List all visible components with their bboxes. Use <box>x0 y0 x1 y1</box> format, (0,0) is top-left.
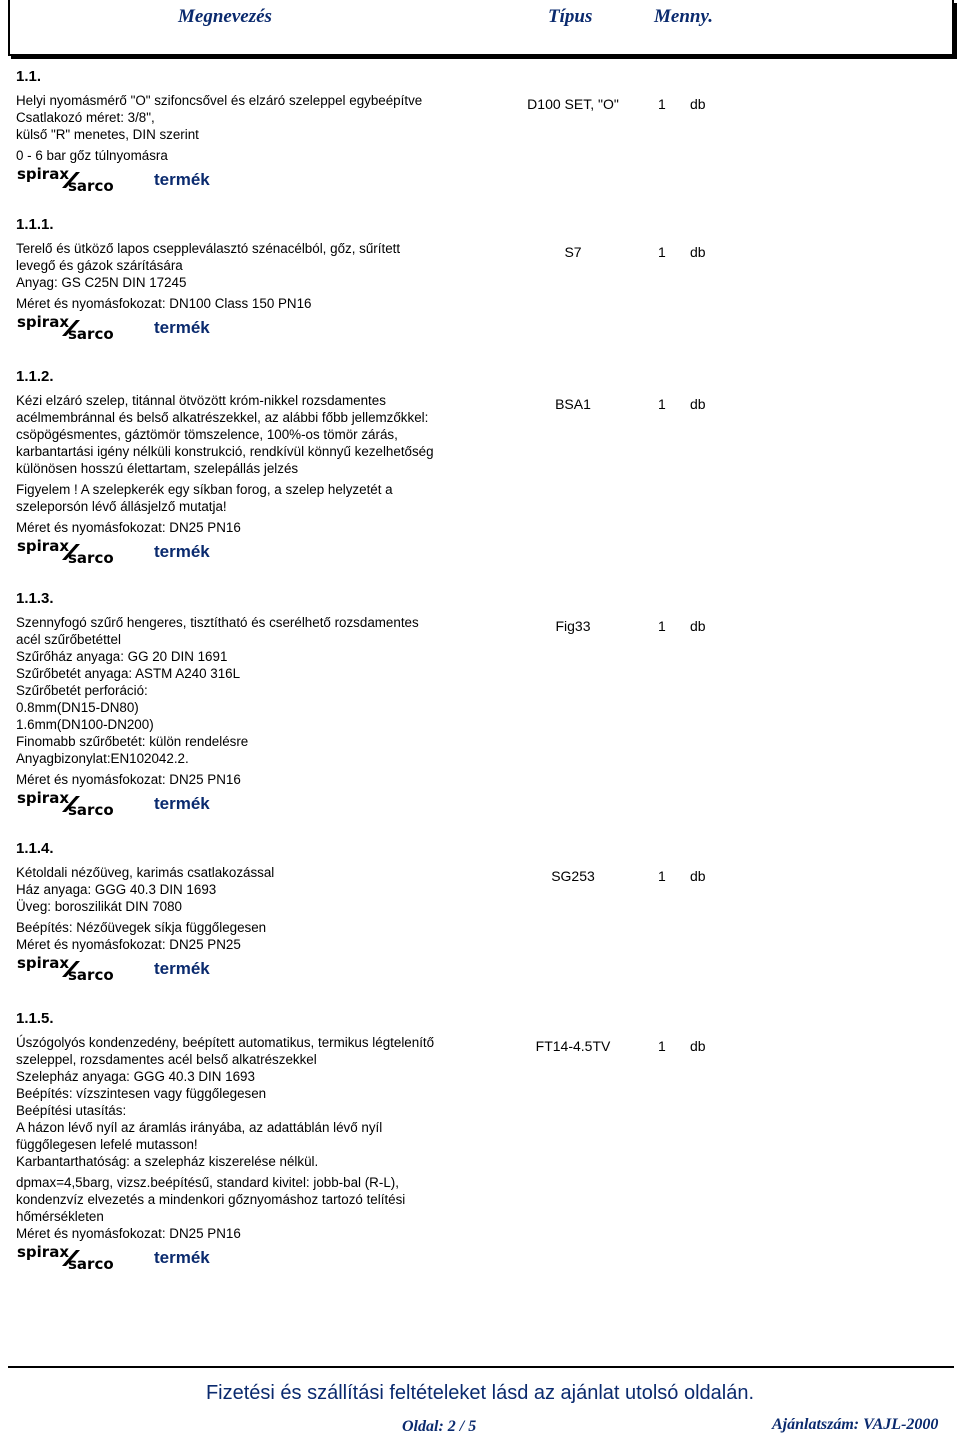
description-line: Szűrőház anyaga: GG 20 DIN 1691 <box>16 649 228 664</box>
description-line: acélmembránnal és belső alkatrészekkel, az alábbi főbb jellemzőkkel: <box>16 410 429 425</box>
description-note-line: Figyelem ! A szelepkerék egy síkban forog, a szelep helyzetét a <box>16 482 393 497</box>
description-line: Finomabb szűrőbetét: külön rendelésre <box>16 734 249 749</box>
description-note-line: Beépítés: Nézőüvegek síkja függőlegesen <box>16 920 267 935</box>
termek-label: termék <box>154 794 210 813</box>
column-header-name: Megnevezés <box>178 6 272 27</box>
brand-row <box>16 538 716 568</box>
svg-text:spirax: spirax <box>17 314 70 331</box>
item-quantity: 1 <box>658 244 666 260</box>
svg-text:spirax: spirax <box>17 166 70 183</box>
footer-divider <box>8 1366 954 1368</box>
termek-label: termék <box>154 170 210 189</box>
item-type: BSA1 <box>555 396 591 412</box>
svg-text:spirax: spirax <box>17 1244 70 1261</box>
description-line: Anyag: GS C25N DIN 17245 <box>16 275 187 290</box>
description-line: Csatlakozó méret: 3/8", <box>16 110 155 125</box>
item-quantity: 1 <box>658 1038 666 1054</box>
item-description <box>16 864 486 953</box>
item-quantity: 1 <box>658 396 666 412</box>
description-line: Beépítés: vízszintesen vagy függőlegesen <box>16 1086 267 1101</box>
svg-text:spirax: spirax <box>17 790 70 807</box>
description-line: Szűrőbetét anyaga: ASTM A240 316L <box>16 666 241 681</box>
item-quantity: 1 <box>658 618 666 634</box>
description-line: 0.8mm(DN15-DN80) <box>16 700 139 715</box>
description-line: A házon lévő nyíl az áramlás irányába, az adattáblán lévő nyíl <box>16 1120 383 1135</box>
spirax-sarco-logo <box>16 166 131 194</box>
item-unit: db <box>690 618 706 634</box>
spirax-sarco-logo <box>16 790 131 818</box>
description-note-line: hőmérsékleten <box>16 1209 104 1224</box>
description-note-line: dpmax=4,5barg, vizsz.beépítésű, standard kivitel: jobb-bal (R-L), <box>16 1175 399 1190</box>
item-number: 1.1.2. <box>16 368 54 385</box>
spirax-sarco-logo <box>16 314 131 342</box>
item-type: FT14-4.5TV <box>535 1038 611 1054</box>
table-header <box>8 0 954 56</box>
page-number: Oldal: 2 / 5 <box>402 1418 477 1435</box>
description-line: 1.6mm(DN100-DN200) <box>16 717 154 732</box>
item-type: SG253 <box>551 868 595 884</box>
description-line: Szelepház anyaga: GGG 40.3 DIN 1693 <box>16 1069 255 1084</box>
description-line: Beépítési utasítás: <box>16 1103 127 1118</box>
description-note-line: kondenzvíz elvezetés a mindenkori gőznyomáshoz tartozó telítési <box>16 1192 406 1207</box>
description-line: szeleppel, rozsdamentes acél belső alkatrészekkel <box>16 1052 317 1067</box>
item-number: 1.1.1. <box>16 216 54 233</box>
spirax-sarco-logo <box>16 538 131 566</box>
brand-row <box>16 314 716 344</box>
description-line: Szennyfogó szűrő hengeres, tisztítható és cserélhető rozsdamentes <box>16 615 419 630</box>
item-section <box>16 66 716 196</box>
description-note-line: Méret és nyomásfokozat: DN100 Class 150 PN16 <box>16 296 312 311</box>
item-unit: db <box>690 1038 706 1054</box>
offer-number: Ajánlatszám: VAJL-2000 <box>772 1416 939 1433</box>
description-line: Ház anyaga: GGG 40.3 DIN 1693 <box>16 882 217 897</box>
description-line: Anyagbizonylat:EN102042.2. <box>16 751 189 766</box>
svg-text:sarco: sarco <box>68 177 114 194</box>
description-line: Karbantarthatóság: a szelepház kiszerelése nélkül. <box>16 1154 319 1169</box>
item-unit: db <box>690 244 706 260</box>
brand-row <box>16 1244 716 1274</box>
svg-text:sarco: sarco <box>68 966 114 983</box>
description-line: Kétoldali nézőüveg, karimás csatlakozással <box>16 865 275 880</box>
termek-label: termék <box>154 542 210 561</box>
item-type: D100 SET, "O" <box>527 96 619 112</box>
description-note-line: Méret és nyomásfokozat: DN25 PN16 <box>16 1226 241 1241</box>
termek-label: termék <box>154 1248 210 1267</box>
description-line: levegő és gázok szárítására <box>16 258 183 273</box>
description-note-line: szeleporsón lévő állásjelző mutatja! <box>16 499 227 514</box>
description-line: különösen hosszú élettartam, szelepállás jelzés <box>16 461 299 476</box>
item-description <box>16 392 486 536</box>
item-type: Fig33 <box>555 618 591 634</box>
item-number: 1.1. <box>16 68 42 85</box>
item-description <box>16 92 486 164</box>
item-description <box>16 1034 486 1242</box>
svg-text:sarco: sarco <box>68 1255 114 1272</box>
item-unit: db <box>690 868 706 884</box>
item-number: 1.1.4. <box>16 840 54 857</box>
svg-text:sarco: sarco <box>68 549 114 566</box>
item-section <box>16 214 716 344</box>
item-quantity: 1 <box>658 868 666 884</box>
description-line: Helyi nyomásmérő "O" szifoncsővel és elzáró szeleppel egybeépítve <box>16 93 423 108</box>
description-line: acél szűrőbetéttel <box>16 632 121 647</box>
footer-note: Fizetési és szállítási feltételeket lásd az ajánlat utolsó oldalán. <box>205 1382 755 1404</box>
description-note-line: 0 - 6 bar gőz túlnyomásra <box>16 148 168 163</box>
description-line: karbantartási igény nélküli konstrukció, rendkívül könnyű kezelhetőség <box>16 444 434 459</box>
item-quantity: 1 <box>658 96 666 112</box>
description-line: függőlegesen lefelé mutasson! <box>16 1137 198 1152</box>
spirax-sarco-logo <box>16 1244 131 1272</box>
svg-text:spirax: spirax <box>17 538 70 555</box>
description-line: Kézi elzáró szelep, titánnal ötvözött króm-nikkel rozsdamentes <box>16 393 386 408</box>
size-line: Méret és nyomásfokozat: DN25 PN16 <box>16 520 241 535</box>
item-unit: db <box>690 396 706 412</box>
item-description <box>16 614 486 788</box>
brand-row <box>16 790 716 820</box>
svg-text:spirax: spirax <box>17 955 70 972</box>
svg-text:sarco: sarco <box>68 801 114 818</box>
svg-text:sarco: sarco <box>68 325 114 342</box>
item-unit: db <box>690 96 706 112</box>
column-header-quantity: Menny. <box>654 6 713 27</box>
termek-label: termék <box>154 318 210 337</box>
item-description <box>16 240 486 312</box>
description-line: Terelő és ütköző lapos cseppleválasztó szénacélból, gőz, sűrített <box>16 241 401 256</box>
item-section <box>16 838 716 985</box>
brand-row <box>16 166 716 196</box>
description-line: csöpögésmentes, gáztömör tömszelence, 100%-os tömör zárás, <box>16 427 398 442</box>
termek-label: termék <box>154 959 210 978</box>
spirax-sarco-logo <box>16 955 131 983</box>
item-number: 1.1.3. <box>16 590 54 607</box>
brand-row <box>16 955 716 985</box>
description-line: Úszógolyós kondenzedény, beépített automatikus, termikus légtelenítő <box>16 1035 435 1050</box>
description-line: külső "R" menetes, DIN szerint <box>16 127 199 142</box>
description-note-line: Méret és nyomásfokozat: DN25 PN25 <box>16 937 241 952</box>
item-type: S7 <box>564 244 582 260</box>
description-line: Szűrőbetét perforáció: <box>16 683 148 698</box>
column-header-type: Típus <box>548 6 593 27</box>
item-number: 1.1.5. <box>16 1010 54 1027</box>
description-note-line: Méret és nyomásfokozat: DN25 PN16 <box>16 772 241 787</box>
description-line: Üveg: boroszilikát DIN 7080 <box>16 899 182 914</box>
